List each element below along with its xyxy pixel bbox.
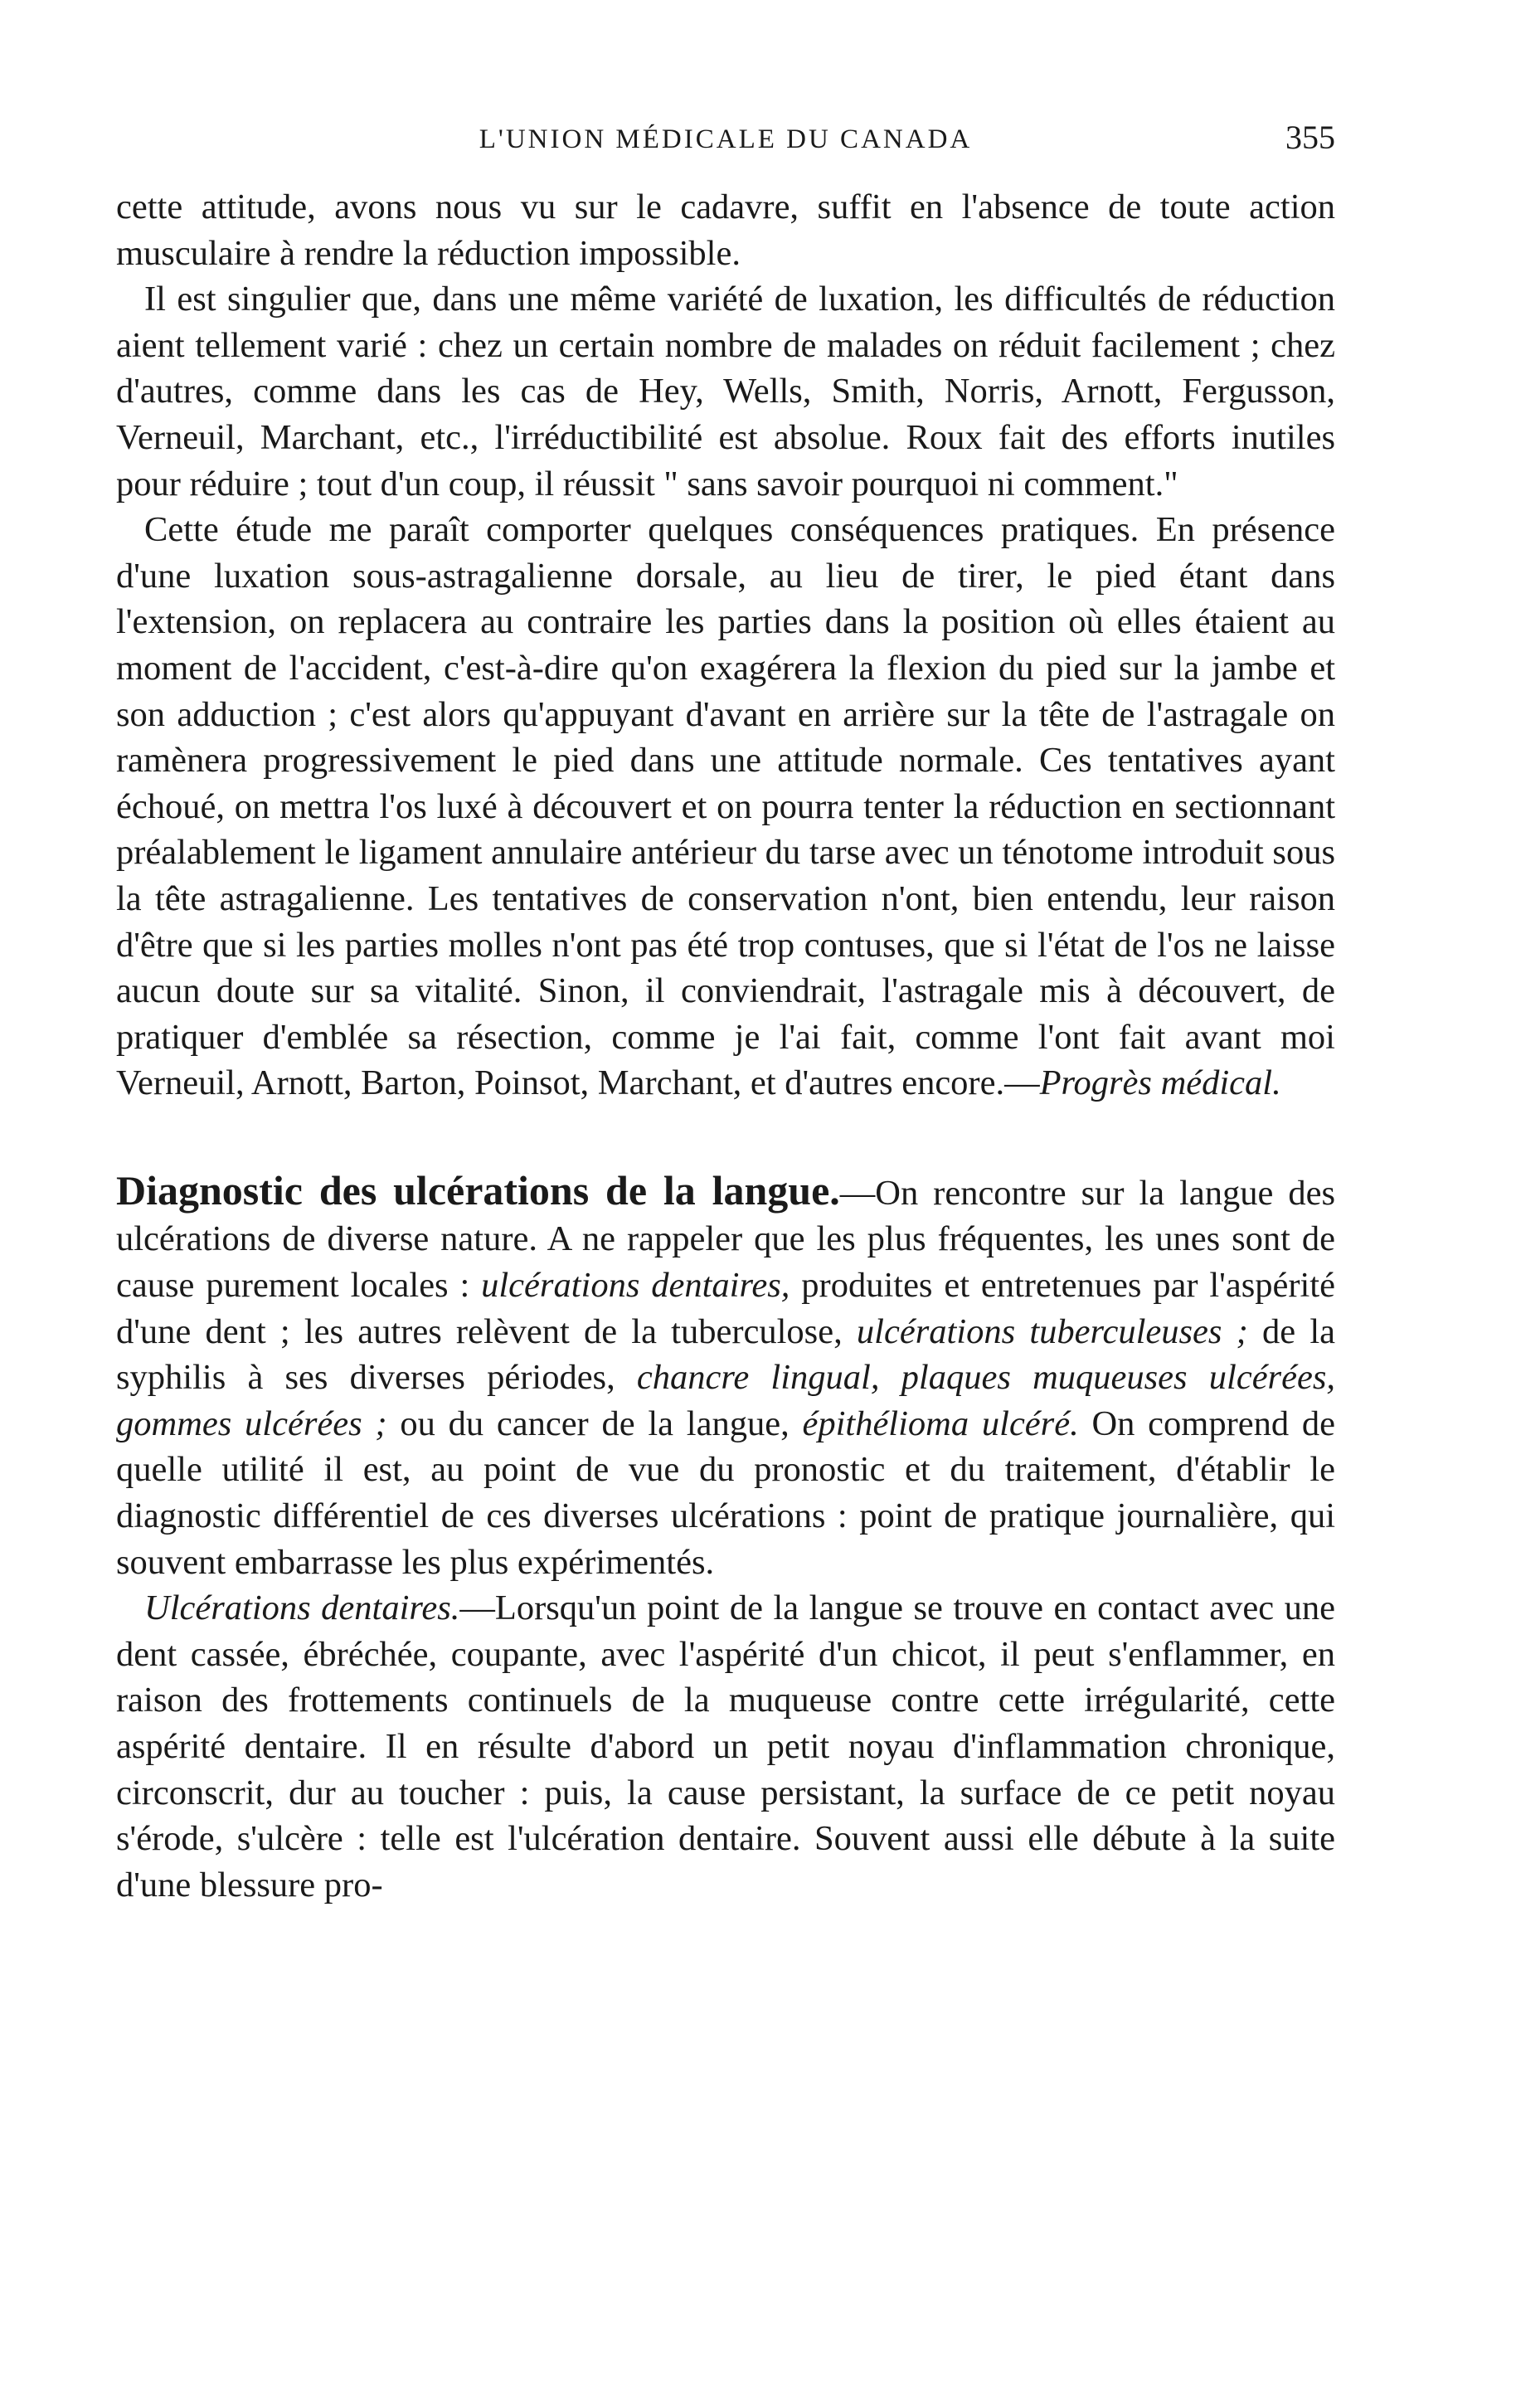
paragraph-practical-consequences [116, 507, 1335, 1107]
section-text: ou du cancer de la langue, [386, 1403, 803, 1443]
italic-term: ulcérations tuberculeuses ; [856, 1311, 1248, 1351]
section-text: de la syphilis à ses diverses périodes, [116, 1311, 1335, 1398]
paragraph-text: Il est singulier que, dans une même variété de luxation, les difficultés de réduction aient tellement varié : chez un certain nombre de malades on réduit facilement ; chez d'autres, comme dans les cas de Hey, Wells, Smith, Norris, Arnott, Fergusson, Verneuil, Marchant, etc., l'irréductibilité est absolue. Roux fait des efforts inutiles pour réduire ; tout d'un coup, il réussit " sans savoir pourquoi ni comment." [116, 280, 1335, 503]
italic-term: ulcérations dentaires, [481, 1266, 790, 1306]
paragraph-text: —Lorsqu'un point de la langue se trouve en contact avec une dent cassée, ébréchée, coupante, avec l'aspérité d'un chicot, il peut s'enflammer, en raison des frottements continuels de la muqueuse contre cette irrégularité, cette aspérité dentaire. Il en résulte d'abord un petit noyau d'inflammation chronique, circonscrit, dur au toucher : puis, la cause persistant, la surface de ce petit noyau s'érode, s'ulcère : telle est l'ulcération dentaire. Souvent aussi elle débute à la suite d'une blessure pro- [116, 1588, 1336, 1905]
paragraph-continuation [116, 184, 1335, 276]
paragraph-reduction-difficulties [116, 276, 1335, 507]
page-number: 355 [1285, 119, 1335, 156]
running-head: L'UNION MÉDICALE DU CANADA [479, 124, 973, 154]
italic-term: chancre lingual, plaques muqueuses ulcérées, gommes ulcérées ; [116, 1358, 1335, 1443]
italic-term: épithélioma ulcéré. [802, 1403, 1079, 1443]
section-spacer [116, 1107, 1335, 1168]
subsection-title: Ulcérations dentaires. [144, 1588, 460, 1628]
section-diagnostic [116, 1168, 1335, 1585]
source-citation: Progrès médical. [1039, 1063, 1281, 1103]
section-text: produites et entretenues par l'aspérité d'une dent ; les autres relèvent de la tuberculose, [116, 1266, 1335, 1351]
section-text: —On rencontre sur la langue des ulcérations de diverse nature. A ne rappeler que les plus fréquentes, les unes sont de cause purement locales : [116, 1173, 1335, 1306]
article-body [116, 184, 1335, 1908]
paragraph-text: cette attitude, avons nous vu sur le cadavre, suffit en l'absence de toute action musculaire à rendre la réduction impossible. [116, 187, 1335, 273]
section-title: Diagnostic des ulcérations de la langue. [116, 1166, 840, 1214]
page-header [116, 118, 1335, 168]
paragraph-text: Cette étude me paraît comporter quelques conséquences pratiques. En présence d'une luxation sous-astragalienne dorsale, au lieu de tirer, le pied étant dans l'extension, on replacera au contraire les parties dans la position où elles étaient au moment de l'accident, c'est-à-dire qu'on exagérera la flexion du pied sur la jambe et son adduction ; c'est alors qu'appuyant d'avant en arrière sur la tête de l'astragale on ramènera progressivement le pied dans une attitude normale. Ces tentatives ayant échoué, on mettra l'os luxé à découvert et on pourra tenter la réduction en sectionnant préalablement le ligament annulaire antérieur du tarse avec un ténotome introduit sous la tête astragalienne. Les tentatives de conservation n'ont, bien entendu, leur raison d'être que si les parties molles n'ont pas été trop contuses, que si l'état de l'os ne laisse aucun doute sur sa vitalité. Sinon, il conviendrait, l'astragale mis à découvert, de pratiquer d'emblée sa résection, comme je l'ai fait, comme l'ont fait avant moi Verneuil, Arnott, Barton, Poinsot, Marchant, et d'autres encore.— [116, 510, 1335, 1103]
section-text: On comprend de quelle utilité il est, au point de vue du pronostic et du traitement, d'établir le diagnostic différentiel de ces diverses ulcérations : point de pratique journalière, qui souvent embarrasse les plus expérimentés. [116, 1403, 1335, 1582]
paragraph-dental-ulcerations [116, 1585, 1335, 1908]
